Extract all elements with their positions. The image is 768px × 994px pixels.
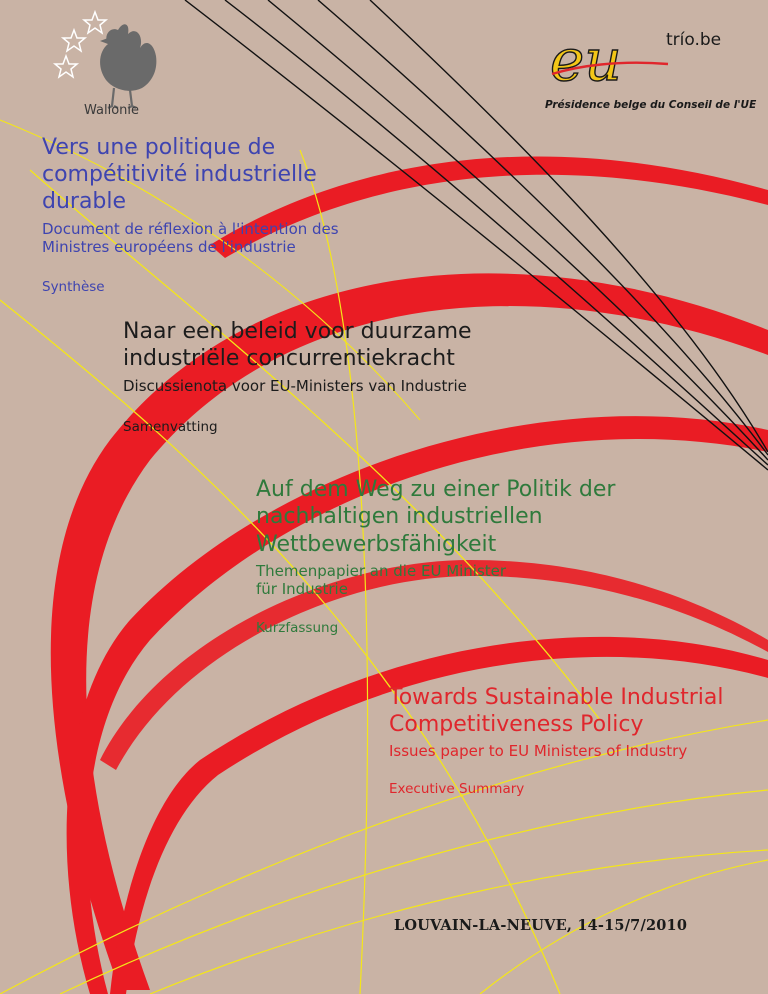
french-title-line-2: compétitivité industrielle — [42, 162, 317, 187]
eu-logo-text: eu — [550, 30, 622, 86]
french-subtitle-line-2: Ministres européens de l'industrie — [42, 238, 296, 256]
eu-presidency-logo — [548, 30, 674, 86]
dutch-summary-label: Samenvatting — [123, 419, 218, 435]
trio-label: trío.be — [666, 30, 722, 50]
french-title-line-1: Vers une politique de — [42, 135, 276, 160]
english-title-line-1: Towards Sustainable Industrial — [389, 685, 724, 710]
french-subtitle-line-1: Document de réflexion à l'intention des — [42, 220, 339, 238]
french-title-line-3: durable — [42, 189, 127, 214]
event-location-date: LOUVAIN-LA-NEUVE, 14-15/7/2010 — [394, 917, 688, 934]
german-summary-label: Kurzfassung — [256, 620, 339, 636]
french-summary-label: Synthèse — [42, 279, 105, 295]
wallonie-rooster-logo — [48, 8, 170, 116]
english-summary-label: Executive Summary — [389, 781, 525, 797]
german-title-line-2: nachhaltigen industriellen — [256, 504, 543, 529]
german-subtitle-line-1: Themenpapier an die EU Minister — [256, 562, 507, 580]
german-title-line-1: Auf dem Weg zu einer Politik der — [256, 477, 616, 502]
wallonie-label: Wallonie — [84, 103, 140, 118]
dutch-title-line-2: industriële concurrentiekracht — [123, 346, 455, 371]
german-title-line-3: Wettbewerbsfähigkeit — [256, 532, 497, 557]
english-subtitle-line-1: Issues paper to EU Ministers of Industry — [389, 742, 688, 760]
english-title-line-2: Competitiveness Policy — [389, 712, 644, 737]
presidency-label: Présidence belge du Conseil de l'UE — [545, 99, 757, 111]
german-subtitle-line-2: für Industrie — [256, 580, 348, 598]
dutch-title-line-1: Naar een beleid voor duurzame — [123, 319, 472, 344]
dutch-subtitle-line-1: Discussienota voor EU-Ministers van Industrie — [123, 377, 467, 395]
